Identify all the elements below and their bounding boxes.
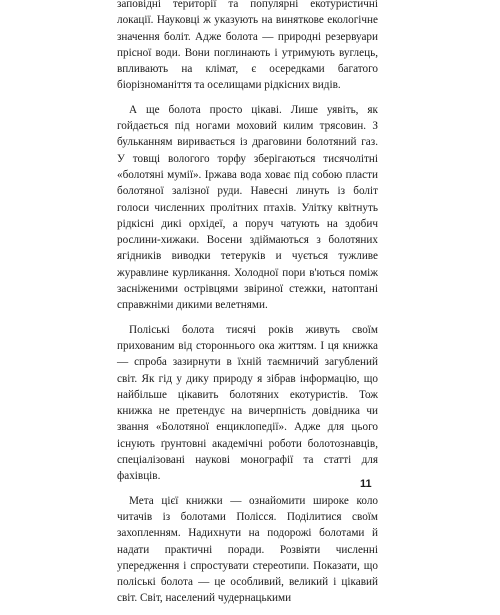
paragraph-4 (117, 493, 378, 607)
paragraph-3-text: Поліські болота тисячі років живуть своїм прихованим від стороннього ока життям. І ця книжка — спроба зазирнути в їхній таємничий загублений світ. Як гід у дику природу я зібрав інформацію, що найбільше цікавить болотяних екотуристів. Тож книжка не претендує на вичерпність довідника чи звання «Болотяної енциклопедії». Адже для цього існують ґрунтовні академічні роботи болотознавців, спеціалізовані наукові монографії та статті для фахівців. (117, 323, 378, 483)
paragraph-3 (117, 322, 378, 485)
page-number: 11 (360, 478, 372, 490)
paragraph-2-text: А ще болота просто цікаві. Лише уявіть, як гойдається під ногами моховий килим трясовин. З бульканням виривається із драговини болотяний газ. У товщі вологого торфу зберігаються тисячолітні «болотяні мумії». Іржава вода ховає під собою пласти болотяної залізної руди. Навесні линуть із боліт голоси численних пролітних птахів. Улітку квітнуть рідкісні дикі орхідеї, а поруч чатують на здобич рослини-хижаки. Восени здіймаються з болотяних ягідників виводки тетеруків и чується тужливе журавлине курликання. Холодної пори в'ються поміж засніженими острівцями звіриної стежки, натоптані справжніми дикими велетнями. (117, 103, 378, 312)
body-text (117, 0, 378, 615)
paragraph-1: заповідні території та популярні екотуристичні локації. Науковці ж указують на виняткове екологічне значення боліт. Адже болота — природні резервуари прісної води. Вони поглинають і утримують вуглець, впливають на клімат, є осередками багатого біорізноманіття та оселищами рідкісних видів. (117, 0, 378, 92)
paragraph-4-text: Мета цієї книжки — ознайомити широке коло читачів із болотами Полісся. Поділитися своїм захопленням. Надихнути на подорожі болотами й надати практичні поради. Розвіяти численні упередження і спростувати стереотипи. Показати, що поліські болота — це особливий, великий і цікавий світ. Світ, населений чудернацькими (117, 494, 378, 605)
paragraph-2 (117, 102, 378, 314)
